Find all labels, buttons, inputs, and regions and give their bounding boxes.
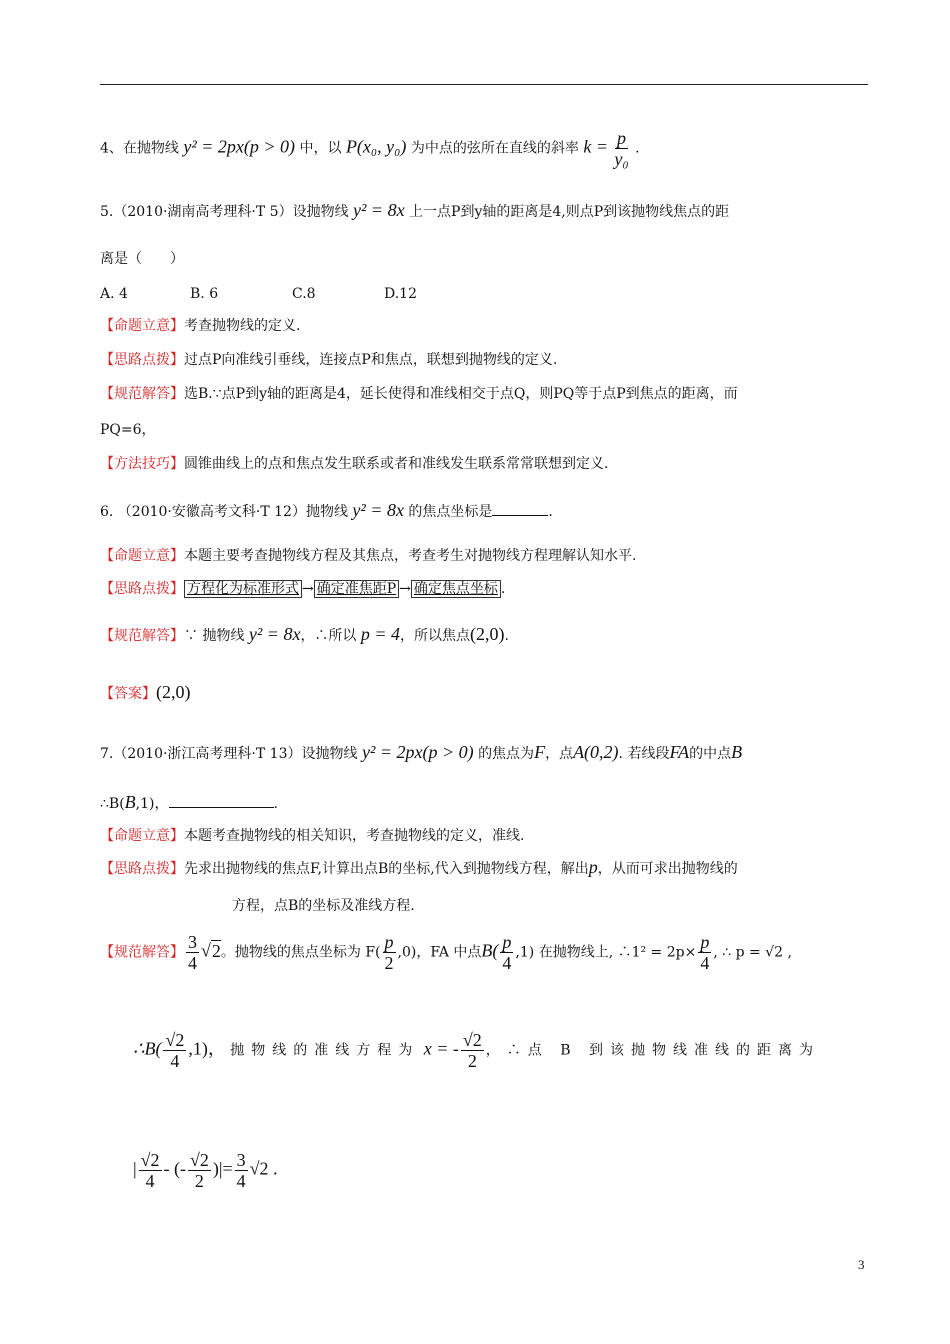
fraction-denominator: 4 <box>236 1171 246 1191</box>
q7-line2-a: ∴B( <box>133 1038 162 1059</box>
fraction-3 <box>235 1150 248 1191</box>
q7-intent <box>100 826 524 846</box>
radicand: 2 <box>211 940 221 961</box>
q4-mid: 中，以 <box>299 140 342 157</box>
B-fraction <box>163 1030 186 1071</box>
q7-B: B <box>124 792 136 812</box>
q6-hint <box>100 579 505 599</box>
q5-option-b: B. 6 <box>190 286 219 302</box>
q7-stem-a: 7.（2010·浙江高考理科·T 13）设抛物线 <box>100 746 358 762</box>
q6-sol-focus: (2,0) <box>470 624 505 644</box>
hint-end: . <box>500 581 506 597</box>
header-rule <box>100 84 868 85</box>
q6-answer-value: (2,0) <box>156 682 191 702</box>
fraction-2 <box>188 1150 211 1191</box>
q7-directrix-eq: x = - <box>423 1038 459 1059</box>
q6-sol-p: p = 4 <box>360 624 401 644</box>
q7-stem-d: . 若线段 <box>618 746 670 762</box>
q7-equation: y² = 2px(p > 0) <box>361 742 474 762</box>
section-tag: 【思路点拨】 <box>100 352 184 368</box>
q4-end: . <box>635 140 640 157</box>
q6-sol-end: . <box>504 628 509 644</box>
q6-answer <box>100 682 191 704</box>
q4-slope-lhs: k = <box>583 136 608 157</box>
fraction-numerator: 3 <box>188 932 197 952</box>
substitution-fraction <box>698 932 711 973</box>
q7-solution-line2 <box>133 1030 820 1071</box>
q7-answer-blank <box>169 795 274 808</box>
section-tag: 【答案】 <box>100 686 156 702</box>
q7-hint-p: p <box>588 857 598 877</box>
q5-solution <box>100 384 738 404</box>
arrow-icon: → <box>302 581 314 597</box>
hint-step-1: 方程化为标准形式 <box>184 580 302 598</box>
section-tag: 【命题立意】 <box>100 548 184 564</box>
fraction-denominator: 2 <box>194 1171 204 1191</box>
fraction-numerator: √2 <box>462 1030 482 1050</box>
q7-sol-b: ,0)，FA 中点 <box>397 944 482 961</box>
q5-stem-b: 上一点P到y轴的距离是4,则点P到该抛物线焦点的距 <box>409 204 730 220</box>
q7-sol-B: B( <box>481 940 499 961</box>
q6-sol-b: ，∴所以 <box>300 628 357 644</box>
section-text: 考查抛物线的定义. <box>184 318 301 334</box>
q4-point: P(x₀, y₀) <box>345 136 407 157</box>
q6-sol-equation: y² = 8x <box>248 624 301 644</box>
q5-stem-a: 5.（2010·湖南高考理科·T 5）设抛物线 <box>100 204 349 220</box>
section-tag: 【命题立意】 <box>100 318 184 334</box>
q7-hint-a: 先求出抛物线的焦点F,计算出点B的坐标,代入到抛物线方程，解出 <box>184 861 589 877</box>
q4-slope-fraction <box>614 128 628 169</box>
q7-end: . <box>273 796 278 812</box>
q4-equation: y² = 2px(p > 0) <box>183 136 296 157</box>
q7-stem-c: ，点 <box>545 746 574 762</box>
q5-option-c: C.8 <box>292 286 316 302</box>
q5-hint <box>100 350 557 370</box>
fraction-denominator: 2 <box>467 1051 477 1071</box>
fraction-denominator: 4 <box>170 1051 180 1071</box>
q7-hint-b: ，从而可求出抛物线的 <box>597 861 738 877</box>
fraction-1 <box>139 1150 162 1191</box>
q6-end: . <box>548 504 553 520</box>
q7-line3-b: - (- <box>163 1158 186 1179</box>
q5-technique <box>100 454 608 474</box>
q7-sol-a: 。抛物线的焦点坐标为 F( <box>220 944 381 961</box>
page-number: 3 <box>858 1257 865 1272</box>
q5-stem-cont: 离是（ ） <box>100 251 184 267</box>
q7-hint <box>100 857 738 879</box>
q4-suffix: 为中点的弦所在直线的斜率 <box>410 140 579 157</box>
midpoint-fraction <box>500 932 513 973</box>
fraction-numerator: p <box>700 932 710 952</box>
q7-line2-b: ,1)， <box>188 1038 226 1059</box>
q6-sol-c: ，所以焦点 <box>400 628 471 644</box>
q7-FA: FA <box>669 742 690 762</box>
q5-equation: y² = 8x <box>353 200 405 220</box>
hint-step-2: 确定准焦距P <box>314 580 399 598</box>
q7-stem-b: 的焦点为 <box>478 746 535 762</box>
abs-bar: | <box>133 1158 137 1179</box>
q5-solution-cont: PQ=6， <box>100 422 156 438</box>
section-text: 本题考查抛物线的相关知识，考查抛物线的定义，准线. <box>184 828 525 844</box>
fraction-numerator: √2 <box>189 1150 209 1170</box>
sqrt: √2 <box>201 940 221 961</box>
q4-slope-denominator: y₀ <box>614 149 629 169</box>
q6-solution <box>100 624 509 646</box>
fraction-numerator: p <box>502 932 512 952</box>
q7-line2-b: ,1)， <box>135 796 169 812</box>
q7-stem <box>100 742 742 764</box>
fraction-denominator: 4 <box>145 1171 155 1191</box>
q7-line2-c: 抛物线的准线方程为 <box>230 1042 420 1059</box>
q5-stem <box>100 200 729 222</box>
arrow-icon: → <box>399 581 411 597</box>
fraction-numerator: √2 <box>165 1030 185 1050</box>
section-text: 选B.∵点P到y轴的距离是4，延长使得和准线相交于点Q，则PQ等于点P到焦点的距离，而 <box>184 386 738 402</box>
q7-solution <box>100 932 792 973</box>
q7-sol-c: ,1) 在抛物线上, ∴1² = 2p× <box>515 944 697 961</box>
q6-stem <box>100 500 553 522</box>
q7-line2-a: ∴B( <box>100 796 125 812</box>
fraction-numerator: p <box>384 932 394 952</box>
q6-equation: y² = 8x <box>352 500 404 520</box>
fraction-denominator: 4 <box>700 953 710 973</box>
section-tag: 【规范解答】 <box>100 628 184 644</box>
q4-statement <box>100 128 640 169</box>
q7-stem-e: 的中点 <box>689 746 732 762</box>
section-tag: 【思路点拨】 <box>100 581 184 597</box>
section-text: 圆锥曲线上的点和焦点发生联系或者和准线发生联系常常联想到定义. <box>184 456 609 472</box>
fraction-numerator: 3 <box>236 1150 246 1170</box>
section-tag: 【规范解答】 <box>100 944 184 961</box>
q7-A: A(0,2) <box>573 742 619 762</box>
section-tag: 【方法技巧】 <box>100 456 184 472</box>
q6-stem-b: 的焦点坐标是 <box>408 504 493 520</box>
q5-intent <box>100 316 300 336</box>
q6-stem-a: 6. （2010·安徽高考文科·T 12）抛物线 <box>100 504 348 520</box>
q4-slope-numerator: p <box>617 128 627 148</box>
section-tag: 【思路点拨】 <box>100 861 184 877</box>
fraction-denominator: 4 <box>188 953 197 973</box>
q6-intent <box>100 546 636 566</box>
q7-sol-e: , ∴ p = √2 , <box>713 944 792 961</box>
directrix-fraction <box>461 1030 484 1071</box>
q7-hint-cont: 方程，点B的坐标及准线方程. <box>232 898 415 914</box>
fraction-denominator: 4 <box>502 953 512 973</box>
q6-sol-a: ∵ 抛物线 <box>184 628 245 644</box>
q5-options <box>100 284 417 304</box>
section-text: 本题主要考查抛物线方程及其焦点，考查考生对抛物线方程理解认知水平. <box>184 548 637 564</box>
section-tag: 【命题立意】 <box>100 828 184 844</box>
q5-option-d: D.12 <box>384 286 417 302</box>
fraction-denominator: 2 <box>384 953 394 973</box>
q7-B: B <box>731 742 743 762</box>
q7-line3-d: √2 . <box>249 1158 278 1179</box>
q4-prefix: 4、在抛物线 <box>100 140 179 157</box>
q7-stem-line2 <box>100 792 278 814</box>
fraction-numerator: √2 <box>140 1150 160 1170</box>
hint-step-3: 确定焦点坐标 <box>411 580 501 598</box>
q5-option-a: A. 4 <box>100 286 128 302</box>
q6-answer-blank <box>492 503 548 516</box>
q7-line3-c: )|= <box>212 1158 233 1179</box>
focus-fraction <box>383 932 396 973</box>
answer-fraction <box>186 932 199 973</box>
q7-line2-d: ，∴点 B 到该抛物线准线的距离为 <box>485 1042 820 1059</box>
section-text: 过点P向准线引垂线，连接点P和焦点，联想到抛物线的定义. <box>184 352 558 368</box>
section-tag: 【规范解答】 <box>100 386 184 402</box>
q7-F: F <box>534 742 546 762</box>
q7-solution-line3 <box>133 1150 278 1191</box>
